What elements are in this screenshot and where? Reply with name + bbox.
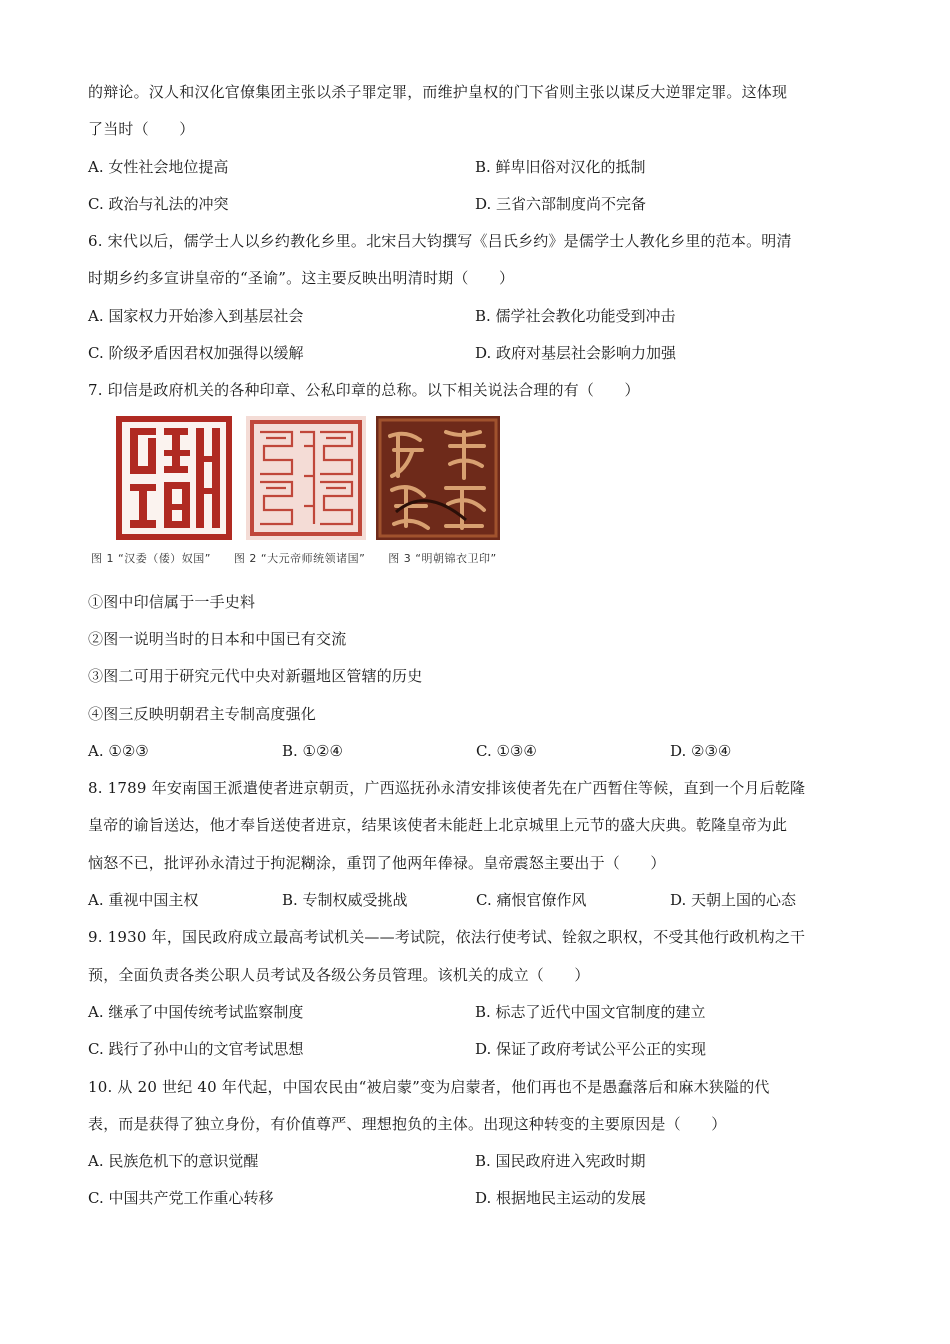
q8-option-b[interactable]: B. 专制权威受挑战 [282, 891, 408, 910]
seal-figure-caption: 图 1 “汉委（倭）奴国” 图 2 “大元帝师统领诸国” 图 3 “明朝锦衣卫印” [91, 551, 497, 565]
q10-line-1: 10. 从 20 世纪 40 年代起，中国农民由“被启蒙”变为启蒙者，他们再也不是愚蠢落后和麻木狭隘的代 [88, 1077, 770, 1096]
q7-seal-figures [88, 410, 868, 584]
q10-option-d[interactable]: D. 根据地民主运动的发展 [475, 1189, 647, 1208]
q7-option-d[interactable]: D. ②③④ [670, 741, 732, 760]
q6-option-a[interactable]: A. 国家权力开始渗入到基层社会 [88, 306, 304, 325]
q6-options-row-2 [88, 335, 868, 372]
q5-option-b[interactable]: B. 鲜卑旧俗对汉化的抵制 [475, 157, 646, 176]
q10-option-c[interactable]: C. 中国共产党工作重心转移 [88, 1189, 274, 1208]
q6-option-d[interactable]: D. 政府对基层社会影响力加强 [475, 344, 677, 363]
q7-statement-3: ③图二可用于研究元代中央对新疆地区管辖的历史 [88, 667, 423, 686]
q8-option-c[interactable]: C. 痛恨官僚作风 [476, 891, 587, 910]
seal-image-2 [246, 416, 366, 540]
exam-page [88, 74, 868, 1218]
q10-option-a[interactable]: A. 民族危机下的意识觉醒 [88, 1152, 259, 1171]
q8-option-a[interactable]: A. 重视中国主权 [88, 891, 199, 910]
q5-options-row-2 [88, 186, 868, 223]
q6-line-1: 6. 宋代以后，儒学士人以乡约教化乡里。北宋吕大钧撰写《吕氏乡约》是儒学士人教化乡里的范本。明清 [88, 232, 792, 251]
q5-options-row-1 [88, 149, 868, 186]
q5-option-a[interactable]: A. 女性社会地位提高 [88, 157, 229, 176]
q8-options-row [88, 882, 868, 919]
q6-options-row-1 [88, 298, 868, 335]
q8-line-2: 皇帝的谕旨送达，他才奉旨送使者进京，结果该使者未能赶上北京城里上元节的盛大庆典。乾隆皇帝为此 [88, 816, 788, 835]
q8-line-3: 恼怒不已，批评孙永清过于拘泥糊涂，重罚了他两年俸禄。皇帝震怒主要出于（ ） [88, 853, 666, 872]
q5-line-1: 的辩论。汉人和汉化官僚集团主张以杀子罪定罪，而维护皇权的门下省则主张以谋反大逆罪定罪。这体现 [88, 83, 788, 101]
q7-option-a[interactable]: A. ①②③ [88, 741, 149, 760]
q10-options-row-2 [88, 1180, 868, 1217]
q7-statement-4: ④图三反映明朝君主专制高度强化 [88, 704, 317, 723]
q5-option-c[interactable]: C. 政治与礼法的冲突 [88, 194, 229, 213]
q9-option-d[interactable]: D. 保证了政府考试公平公正的实现 [475, 1040, 707, 1059]
q10-option-b[interactable]: B. 国民政府进入宪政时期 [475, 1152, 646, 1171]
q9-option-a[interactable]: A. 继承了中国传统考试监察制度 [88, 1002, 304, 1021]
q7-statement-2: ②图一说明当时的日本和中国已有交流 [88, 629, 347, 648]
seal-image-3 [376, 416, 500, 540]
q6-line-2: 时期乡约多宣讲皇帝的“圣谕”。这主要反映出明清时期（ ） [88, 269, 515, 288]
q9-options-row-1 [88, 994, 868, 1031]
q9-options-row-2 [88, 1031, 868, 1068]
q7-statement-1: ①图中印信属于一手史料 [88, 592, 256, 611]
q9-line-2: 预，全面负责各类公职人员考试及各级公务员管理。该机关的成立（ ） [88, 965, 590, 984]
seal-image-1 [116, 416, 232, 540]
q7-option-c[interactable]: C. ①③④ [476, 741, 537, 760]
q9-option-b[interactable]: B. 标志了近代中国文官制度的建立 [475, 1002, 706, 1021]
q10-options-row-1 [88, 1143, 868, 1180]
q7-stem: 7. 印信是政府机关的各种印章、公私印章的总称。以下相关说法合理的有（ ） [88, 381, 640, 400]
q6-option-b[interactable]: B. 儒学社会教化功能受到冲击 [475, 306, 676, 325]
q5-line-2: 了当时（ ） [88, 120, 195, 139]
q7-option-b[interactable]: B. ①②④ [282, 741, 343, 760]
q6-option-c[interactable]: C. 阶级矛盾因君权加强得以缓解 [88, 344, 304, 363]
q8-line-1: 8. 1789 年安南国王派遣使者进京朝贡，广西巡抚孙永清安排该使者先在广西暂住等候，直到一个月后乾隆 [88, 779, 806, 798]
q10-line-2: 表，而是获得了独立身份，有价值尊严、理想抱负的主体。出现这种转变的主要原因是（ ） [88, 1114, 727, 1133]
q9-line-1: 9. 1930 年，国民政府成立最高考试机关——考试院，依法行使考试、铨叙之职权，不受其他行政机构之干 [88, 928, 806, 947]
q5-option-d[interactable]: D. 三省六部制度尚不完备 [475, 194, 647, 213]
q9-option-c[interactable]: C. 践行了孙中山的文官考试思想 [88, 1040, 304, 1059]
q7-options-row [88, 733, 868, 770]
q8-option-d[interactable]: D. 天朝上国的心态 [670, 891, 797, 910]
